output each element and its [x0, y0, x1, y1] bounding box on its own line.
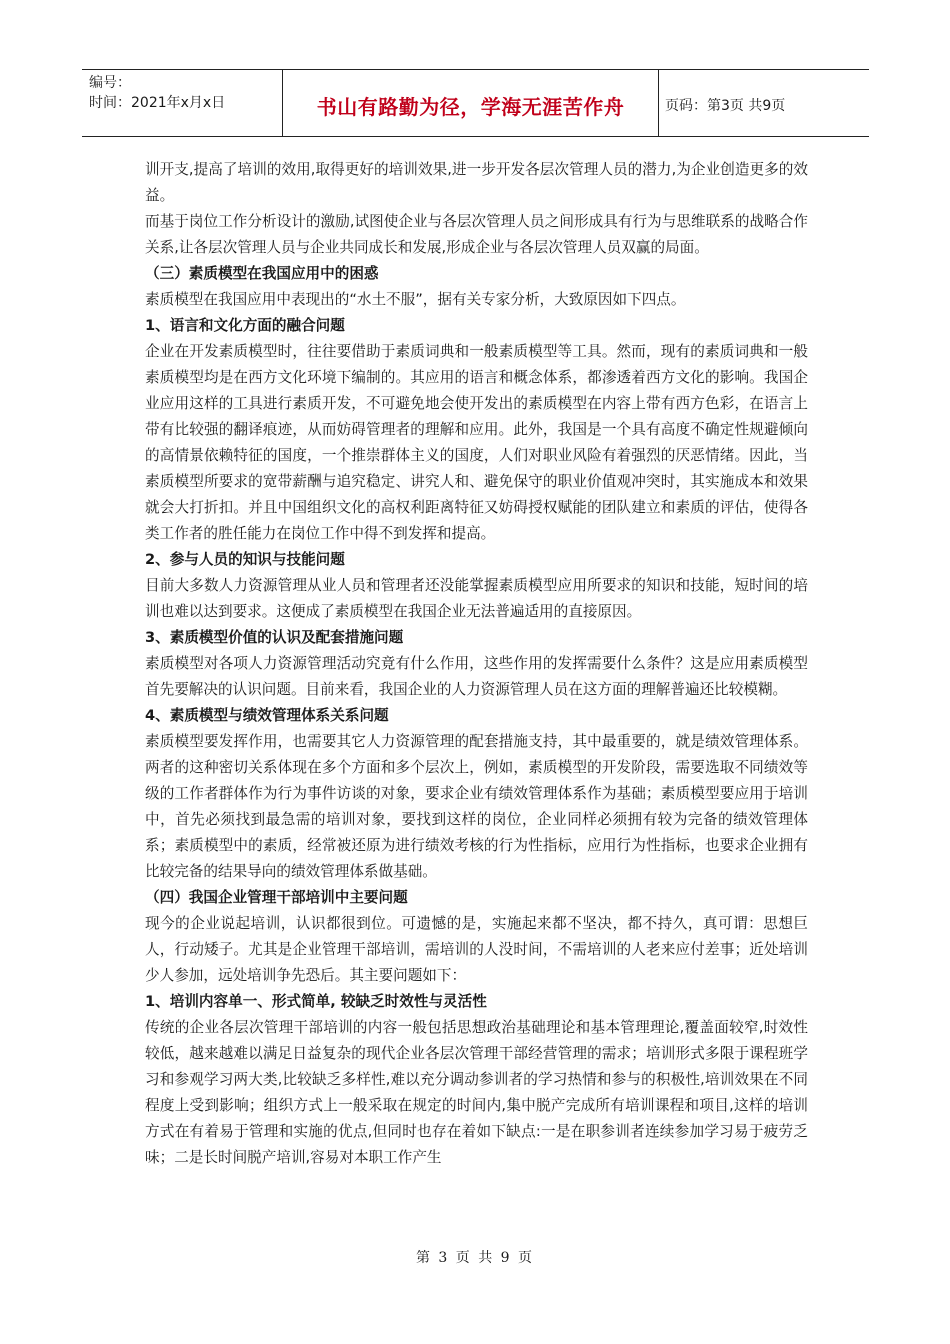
paragraph: 而基于岗位工作分析设计的激励,试图使企业与各层次管理人员之间形成具有行为与思维联系的战略合作关系,让各层次管理人员与企业共同成长和发展,形成企业与各层次管理人员双赢的局面。 [145, 213, 808, 256]
page-footer: 第 3 页 共 9 页 [415, 1250, 535, 1266]
section-heading: （三）素质模型在我国应用中的困惑 [145, 265, 379, 282]
subsection-heading: 1、培训内容单一、形式简单, 较缺乏时效性与灵活性 [145, 993, 487, 1010]
paragraph: 训开支,提高了培训的效用,取得更好的培训效果,进一步开发各层次管理人员的潜力,为企业创造更多的效益。 [145, 161, 808, 204]
paragraph: 目前大多数人力资源管理从业人员和管理者还没能掌握素质模型应用所要求的知识和技能，短时间的培训也难以达到要求。这便成了素质模型在我国企业无法普遍适用的直接原因。 [145, 577, 808, 620]
paragraph: 素质模型在我国应用中表现出的“水土不服”，据有关专家分析，大致原因如下四点。 [145, 291, 686, 308]
document-body [145, 157, 808, 1171]
header-page-info: 页码：第3页 共9页 [665, 98, 786, 114]
serial-number-label: 编号： [89, 75, 131, 91]
paragraph: 现今的企业说起培训，认识都很到位。可遗憾的是，实施起来都不坚决，都不持久，真可谓：思想巨人，行动矮子。尤其是企业管理干部培训，需培训的人没时间，不需培训的人老来应付差事；近处培训少人参加，远处培训争先恐后。其主要问题如下： [145, 915, 808, 984]
header-motto: 书山有路勤为径，学海无涯苦作舟 [283, 70, 659, 136]
date-label: 时间：2021年x月x日 [89, 95, 226, 111]
page-header [82, 69, 869, 137]
subsection-heading: 3、素质模型价值的认识及配套措施问题 [145, 629, 404, 646]
subsection-heading: 2、参与人员的知识与技能问题 [145, 551, 345, 568]
paragraph: 素质模型要发挥作用，也需要其它人力资源管理的配套措施支持，其中最重要的，就是绩效管理体系。两者的这种密切关系体现在多个方面和多个层次上，例如，素质模型的开发阶段，需要选取不同绩效等级的工作者群体作为行为事件访谈的对象，要求企业有绩效管理体系作为基础；素质模型要应用于培训中，首先必须找到最急需的培训对象，要找到这样的岗位，企业同样必须拥有较为完备的绩效管理体系；素质模型中的素质，经常被还原为进行绩效考核的行为性指标，应用行为性指标，也要求企业拥有比较完备的结果导向的绩效管理体系做基础。 [145, 733, 808, 880]
section-heading: （四）我国企业管理干部培训中主要问题 [145, 889, 408, 906]
header-meta [82, 70, 283, 136]
subsection-heading: 1、语言和文化方面的融合问题 [145, 317, 345, 334]
paragraph: 传统的企业各层次管理干部培训的内容一般包括思想政治基础理论和基本管理理论,覆盖面较窄,时效性较低，越来越难以满足日益复杂的现代企业各层次管理干部经营管理的需求；培训形式多限于课程班学习和参观学习两大类,比较缺乏多样性,难以充分调动参训者的学习热情和参与的积极性,培训效果在不同程度上受到影响；组织方式上一般采取在规定的时间内,集中脱产完成所有培训课程和项目,这样的培训方式在有着易于管理和实施的优点,但同时也存在着如下缺点:一是在职参训者连续参加学习易于疲劳乏味；二是长时间脱产培训,容易对本职工作产生 [145, 1019, 808, 1166]
subsection-heading: 4、素质模型与绩效管理体系关系问题 [145, 707, 389, 724]
paragraph: 素质模型对各项人力资源管理活动究竟有什么作用，这些作用的发挥需要什么条件？这是应用素质模型首先要解决的认识问题。目前来看，我国企业的人力资源管理人员在这方面的理解普遍还比较模糊。 [145, 655, 808, 698]
paragraph: 企业在开发素质模型时，往往要借助于素质词典和一般素质模型等工具。然而，现有的素质词典和一般素质模型均是在西方文化环境下编制的。其应用的语言和概念体系，都渗透着西方文化的影响。我国企业应用这样的工具进行素质开发，不可避免地会使开发出的素质模型在内容上带有西方色彩，在语言上带有比较强的翻译痕迹，从而妨碍管理者的理解和应用。此外，我国是一个具有高度不确定性规避倾向的高情景依赖特征的国度，一个推崇群体主义的国度，人们对职业风险有着强烈的厌恶情绪。因此，当素质模型所要求的宽带薪酬与追究稳定、讲究人和、避免保守的职业价值观冲突时，其实施成本和效果就会大打折扣。并且中国组织文化的高权利距离特征又妨碍授权赋能的团队建立和素质的评估，使得各类工作者的胜任能力在岗位工作中得不到发挥和提高。 [145, 343, 808, 542]
